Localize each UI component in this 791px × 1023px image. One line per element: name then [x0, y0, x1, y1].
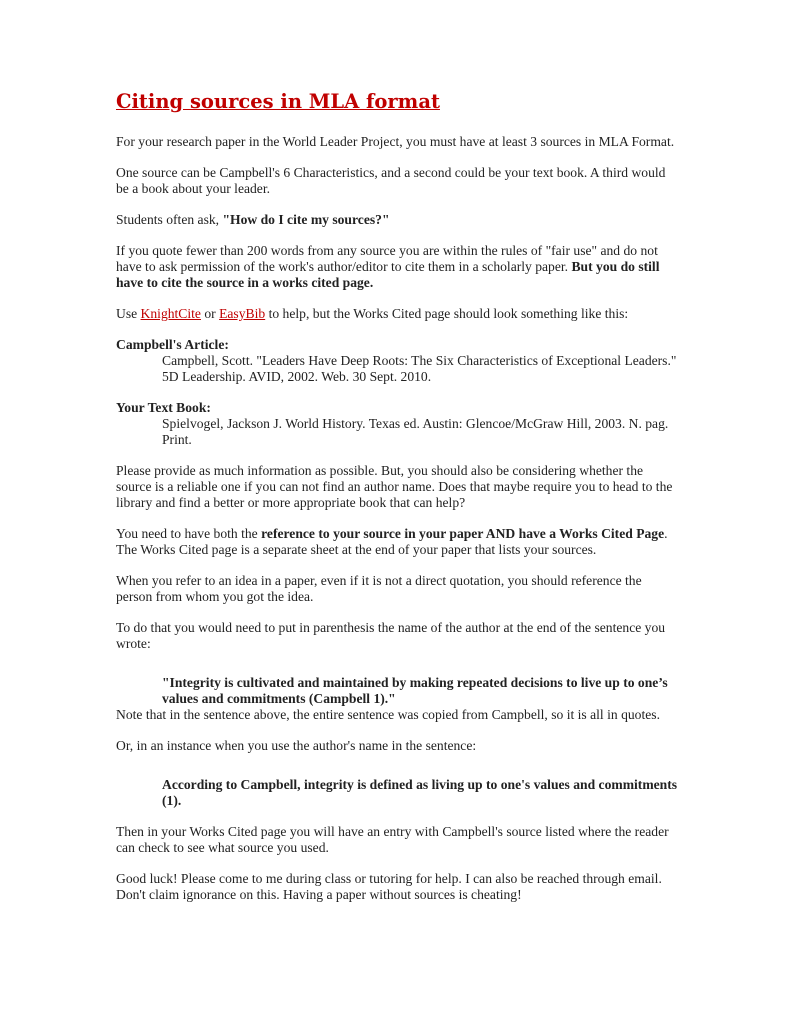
reference-campbell — [116, 337, 681, 385]
tools-post: to help, but the Works Cited page should look something like this: — [265, 306, 629, 321]
question-bold: "How do I cite my sources?" — [222, 212, 390, 227]
tools-mid: or — [200, 306, 220, 321]
reference-idea-paragraph: When you refer to an idea in a paper, even if it is not a direct quotation, you should reference the person from whom you got the idea. — [116, 573, 642, 604]
page-title: Citing sources in MLA format — [116, 90, 440, 113]
integrity-quote: "Integrity is cultivated and maintained by making repeated decisions to live up to one’s values and commitments (Campbell 1)." — [162, 675, 668, 706]
reference-title: Your Text Book: — [116, 400, 211, 415]
easybib-link[interactable]: EasyBib — [219, 306, 266, 321]
document-page — [116, 90, 681, 918]
author-name-paragraph: Or, in an instance when you use the author's name in the sentence: — [116, 738, 477, 753]
reference-entry: Campbell, Scott. "Leaders Have Deep Roots: The Six Characteristics of Exceptional Leaders." 5D Leadership. AVID, 2002. Web. 30 Sept. 2010. — [162, 353, 677, 384]
parenthesis-paragraph: To do that you would need to put in parenthesis the name of the author at the end of the sentence you wrote: — [116, 620, 666, 651]
fair-use-paragraph — [116, 243, 681, 291]
works-cited-post: . The Works Cited page is a separate sheet at the end of your paper that lists your sources. — [116, 526, 668, 557]
information-paragraph: Please provide as much information as possible. But, you should also be considering whether the source is a reliable one if you can not find an author name. Does that maybe require you to head to the library and find a better or more appropriate book that can help? — [116, 463, 673, 510]
works-cited-entry-paragraph: Then in your Works Cited page you will have an entry with Campbell's source listed where the reader can check to see what source you used. — [116, 824, 669, 855]
question-lead: Students often ask, — [116, 212, 223, 227]
intro-paragraph: For your research paper in the World Leader Project, you must have at least 3 sources in MLA Format. — [116, 134, 675, 149]
works-cited-pre: You need to have both the — [116, 526, 262, 541]
closing-paragraph: Good luck! Please come to me during class or tutoring for help. I can also be reached through email. Don't claim ignorance on this. Having a paper without sources is cheating! — [116, 871, 662, 902]
works-cited-paragraph — [116, 526, 681, 558]
question-paragraph — [116, 212, 681, 228]
fair-use-text: If you quote fewer than 200 words from any source you are within the rules of "fair use" and do not have to ask permission of the work's author/editor to cite them in a scholarly paper. — [116, 243, 658, 274]
works-cited-bold: reference to your source in your paper AND have a Works Cited Page — [261, 526, 665, 541]
tools-paragraph — [116, 306, 681, 322]
reference-entry: Spielvogel, Jackson J. World History. Texas ed. Austin: Glencoe/McGraw Hill, 2003. N. pag. Print. — [162, 416, 669, 447]
reference-textbook — [116, 400, 681, 448]
sources-paragraph: One source can be Campbell's 6 Characteristics, and a second could be your text book. A third would be a book about your leader. — [116, 165, 666, 196]
campbell-quote: According to Campbell, integrity is defined as living up to one's values and commitments (1). — [162, 777, 678, 808]
tools-pre: Use — [116, 306, 141, 321]
knightcite-link[interactable]: KnightCite — [140, 306, 201, 321]
quote-note-paragraph: Note that in the sentence above, the entire sentence was copied from Campbell, so it is all in quotes. — [116, 707, 660, 722]
reference-title: Campbell's Article: — [116, 337, 229, 352]
fair-use-bold: But you do still have to cite the source in a works cited page. — [116, 259, 660, 290]
